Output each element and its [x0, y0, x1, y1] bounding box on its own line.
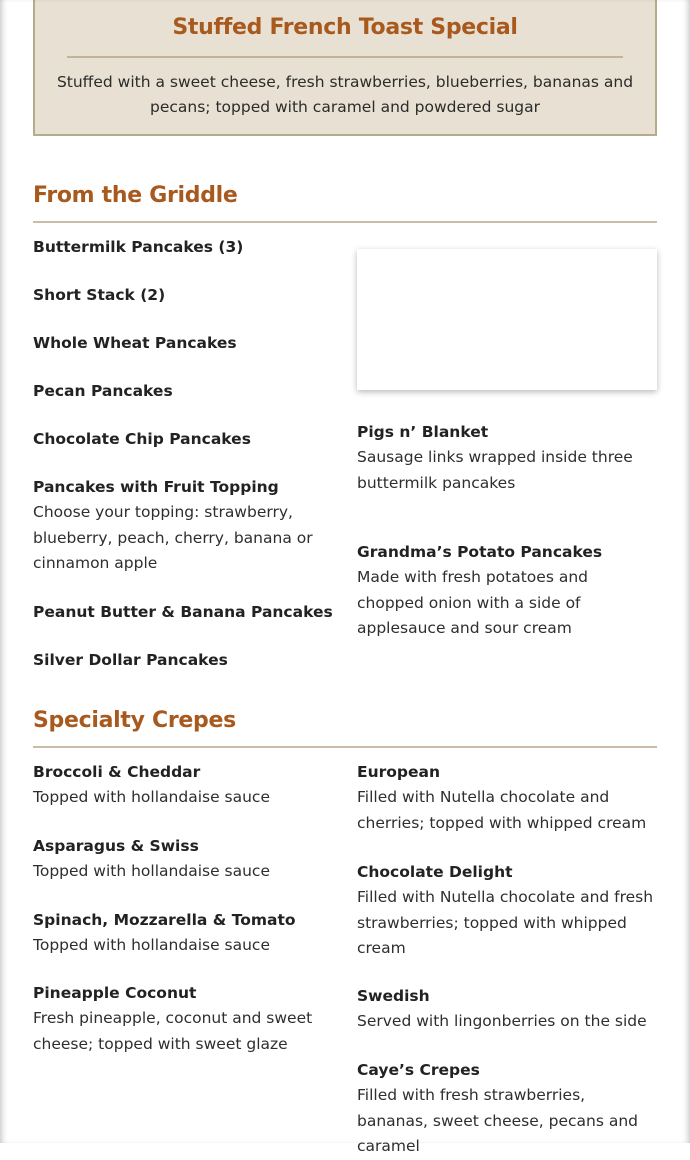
menu-item-potato-pancakes — [357, 540, 657, 642]
item-name: Peanut Butter & Banana Pancakes — [33, 603, 333, 621]
section-title-crepes: Specialty Crepes — [33, 708, 236, 733]
item-name: Grandma’s Potato Pancakes — [357, 543, 603, 561]
special-divider — [67, 56, 623, 58]
menu-item-fruit-topping-pancakes — [33, 475, 323, 577]
item-name: Whole Wheat Pancakes — [33, 334, 237, 352]
menu-item-european — [357, 760, 657, 836]
section-title-griddle: From the Griddle — [33, 183, 238, 208]
menu-item-broccoli-cheddar — [33, 760, 333, 811]
menu-item-asparagus-swiss — [33, 834, 333, 885]
menu-item-chocolate-delight — [357, 860, 657, 962]
menu-item-spinach-mozzarella-tomato — [33, 908, 333, 959]
item-name: Caye’s Crepes — [357, 1061, 480, 1079]
special-box — [33, 0, 657, 136]
menu-item-swedish — [357, 984, 667, 1035]
item-description: Choose your topping: strawberry, blueberry, peach, cherry, banana or cinnamon apple — [33, 503, 313, 572]
item-description: Topped with hollandaise sauce — [33, 788, 270, 806]
item-name: Buttermilk Pancakes (3) — [33, 238, 244, 256]
menu-item-whole-wheat-pancakes — [33, 331, 333, 356]
item-name: European — [357, 763, 441, 781]
item-description: Filled with Nutella chocolate and cherries; topped with whipped cream — [357, 788, 647, 832]
menu-item-pineapple-coconut — [33, 981, 323, 1057]
section-divider-griddle — [33, 221, 657, 223]
item-name: Silver Dollar Pancakes — [33, 651, 228, 669]
item-description: Filled with fresh strawberries, bananas, sweet cheese, pecans and caramel — [357, 1086, 639, 1155]
item-name: Pigs n’ Blanket — [357, 423, 489, 441]
menu-item-chocolate-chip-pancakes — [33, 427, 333, 452]
item-name: Pancakes with Fruit Topping — [33, 478, 279, 496]
item-name: Pineapple Coconut — [33, 984, 197, 1002]
item-description: Fresh pineapple, coconut and sweet cheese; topped with sweet glaze — [33, 1009, 313, 1053]
special-title: Stuffed French Toast Special — [172, 15, 518, 40]
item-name: Short Stack (2) — [33, 286, 166, 304]
item-description: Sausage links wrapped inside three buttermilk pancakes — [357, 448, 633, 492]
section-divider-crepes — [33, 746, 657, 748]
menu-item-pecan-pancakes — [33, 379, 333, 404]
item-description: Made with fresh potatoes and chopped onion with a side of applesauce and sour cream — [357, 568, 588, 637]
photo-placeholder — [357, 249, 657, 390]
special-description: Stuffed with a sweet cheese, fresh strawberries, blueberries, bananas and pecans; topped with caramel and powdered sugar — [56, 73, 634, 116]
menu-item-buttermilk-pancakes — [33, 235, 333, 260]
item-description: Served with lingonberries on the side — [357, 1012, 647, 1030]
item-description: Filled with Nutella chocolate and fresh strawberries; topped with whipped cream — [357, 888, 654, 957]
item-name: Chocolate Chip Pancakes — [33, 430, 251, 448]
menu-item-cayes-crepes — [357, 1058, 657, 1160]
menu-item-pigs-n-blanket — [357, 420, 657, 496]
item-description: Topped with hollandaise sauce — [33, 862, 270, 880]
menu-item-silver-dollar-pancakes — [33, 648, 333, 673]
item-description: Topped with hollandaise sauce — [33, 936, 270, 954]
item-name: Asparagus & Swiss — [33, 837, 199, 855]
item-name: Broccoli & Cheddar — [33, 763, 201, 781]
item-name: Chocolate Delight — [357, 863, 513, 881]
item-name: Spinach, Mozzarella & Tomato — [33, 911, 296, 929]
menu-item-short-stack — [33, 283, 333, 308]
item-name: Swedish — [357, 987, 430, 1005]
menu-item-peanut-butter-banana-pancakes — [33, 600, 333, 625]
item-name: Pecan Pancakes — [33, 382, 173, 400]
